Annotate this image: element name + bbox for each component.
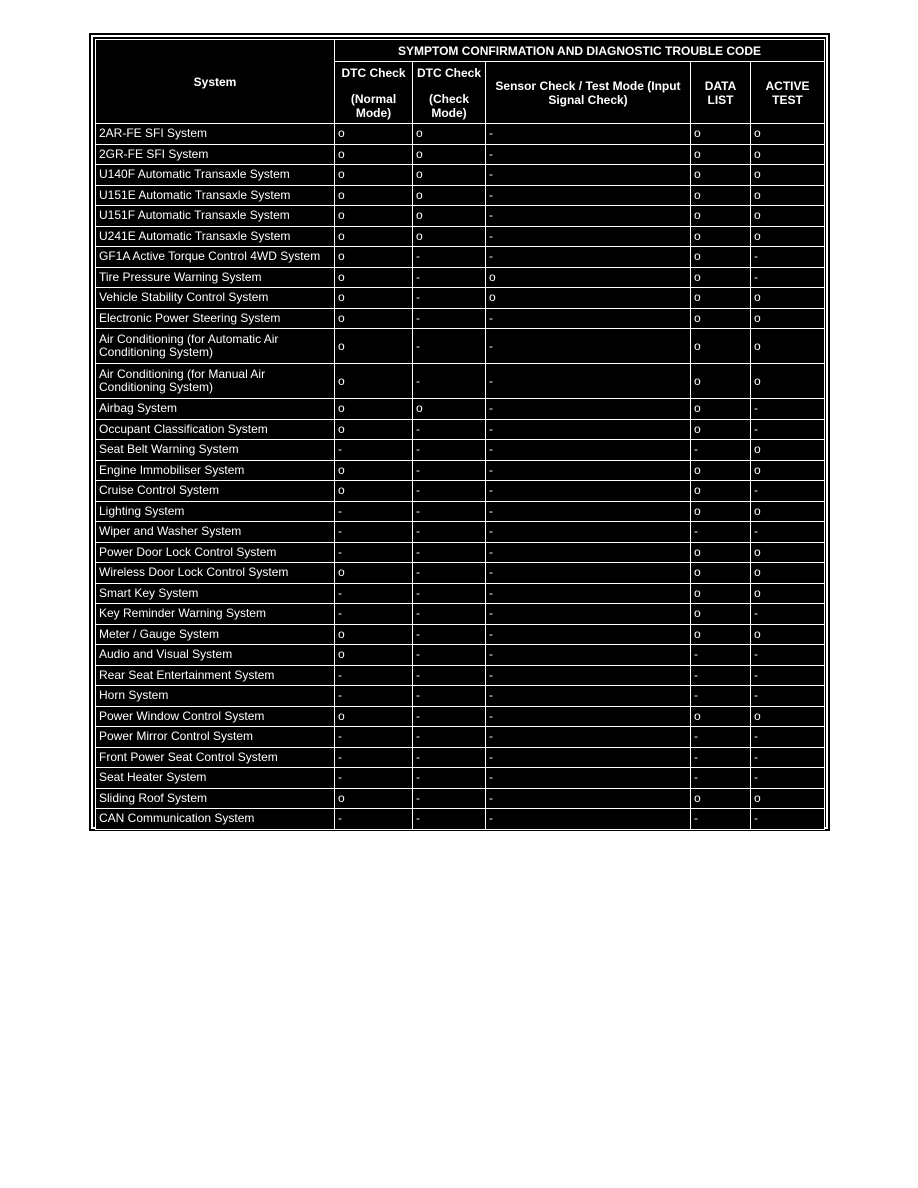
data-list-cell: - (691, 809, 751, 830)
table-body (96, 124, 825, 830)
table-row (96, 645, 825, 666)
system-cell: U151F Automatic Transaxle System (96, 206, 335, 227)
data-list-cell: o (691, 206, 751, 227)
table-row (96, 165, 825, 186)
dtc-normal-cell: o (335, 563, 413, 584)
system-cell: Air Conditioning (for Manual Air Conditioning System) (96, 364, 335, 399)
data-list-cell: o (691, 542, 751, 563)
system-cell: Airbag System (96, 399, 335, 420)
dtc-check-cell: - (413, 727, 486, 748)
system-cell: Electronic Power Steering System (96, 308, 335, 329)
data-list-cell: o (691, 226, 751, 247)
active-test-cell: - (751, 727, 825, 748)
active-test-cell: - (751, 747, 825, 768)
system-cell: Sliding Roof System (96, 788, 335, 809)
sensor-check-cell: - (486, 522, 691, 543)
table-row (96, 727, 825, 748)
active-test-cell: o (751, 788, 825, 809)
active-test-cell: o (751, 288, 825, 309)
system-cell: Vehicle Stability Control System (96, 288, 335, 309)
active-test-cell: o (751, 501, 825, 522)
active-test-cell: - (751, 686, 825, 707)
data-list-cell: o (691, 706, 751, 727)
sensor-check-cell: - (486, 604, 691, 625)
active-test-cell: - (751, 267, 825, 288)
active-test-cell: - (751, 399, 825, 420)
dtc-normal-cell: o (335, 399, 413, 420)
dtc-check-cell: - (413, 583, 486, 604)
dtc-normal-cell: o (335, 144, 413, 165)
data-list-cell: o (691, 460, 751, 481)
header-group: SYMPTOM CONFIRMATION AND DIAGNOSTIC TROUBLE CODE (335, 40, 825, 62)
sensor-check-cell: - (486, 165, 691, 186)
sensor-check-cell: - (486, 583, 691, 604)
dtc-check-cell: - (413, 604, 486, 625)
dtc-check-cell: - (413, 542, 486, 563)
sensor-check-cell: - (486, 706, 691, 727)
sensor-check-cell: - (486, 144, 691, 165)
dtc-normal-cell: - (335, 440, 413, 461)
dtc-normal-cell: o (335, 624, 413, 645)
sensor-check-cell: - (486, 645, 691, 666)
dtc-normal-cell: - (335, 522, 413, 543)
dtc-check-cell: o (413, 124, 486, 145)
dtc-normal-cell: - (335, 747, 413, 768)
sensor-check-cell: - (486, 440, 691, 461)
data-list-cell: o (691, 267, 751, 288)
sensor-check-cell: - (486, 364, 691, 399)
dtc-check-cell: - (413, 706, 486, 727)
dtc-check-cell: o (413, 206, 486, 227)
system-cell: Occupant Classification System (96, 419, 335, 440)
system-cell: Engine Immobiliser System (96, 460, 335, 481)
table-row (96, 267, 825, 288)
dtc-check-cell: - (413, 747, 486, 768)
data-list-cell: o (691, 308, 751, 329)
dtc-check-cell: - (413, 686, 486, 707)
active-test-cell: o (751, 308, 825, 329)
header-dtc-normal (335, 62, 413, 124)
system-cell: GF1A Active Torque Control 4WD System (96, 247, 335, 268)
table-row (96, 542, 825, 563)
table-row (96, 206, 825, 227)
table-row (96, 481, 825, 502)
system-cell: Wiper and Washer System (96, 522, 335, 543)
active-test-cell: - (751, 645, 825, 666)
dtc-check-cell: - (413, 645, 486, 666)
dtc-check-cell: - (413, 481, 486, 502)
table-row (96, 144, 825, 165)
dtc-check-cell: - (413, 501, 486, 522)
sensor-check-cell: - (486, 419, 691, 440)
sensor-check-cell: - (486, 206, 691, 227)
system-cell: Front Power Seat Control System (96, 747, 335, 768)
system-cell: Smart Key System (96, 583, 335, 604)
sensor-check-cell: - (486, 226, 691, 247)
active-test-cell: - (751, 768, 825, 789)
data-list-cell: o (691, 124, 751, 145)
sensor-check-cell: - (486, 329, 691, 364)
sensor-check-cell: o (486, 288, 691, 309)
dtc-normal-cell: o (335, 364, 413, 399)
table-row (96, 440, 825, 461)
dtc-normal-cell: o (335, 226, 413, 247)
active-test-cell: - (751, 522, 825, 543)
dtc-normal-cell: o (335, 124, 413, 145)
dtc-check-cell: o (413, 165, 486, 186)
sensor-check-cell: - (486, 768, 691, 789)
dtc-check-cell: - (413, 329, 486, 364)
table-row (96, 809, 825, 830)
dtc-normal-cell: o (335, 460, 413, 481)
table-row (96, 185, 825, 206)
table-row (96, 226, 825, 247)
table-row (96, 522, 825, 543)
header-dtc-normal-title: DTC Check (341, 65, 406, 80)
dtc-normal-cell: o (335, 308, 413, 329)
table-row (96, 768, 825, 789)
active-test-cell: o (751, 226, 825, 247)
dtc-normal-cell: - (335, 686, 413, 707)
active-test-cell: - (751, 604, 825, 625)
data-list-cell: - (691, 665, 751, 686)
active-test-cell: o (751, 542, 825, 563)
data-list-cell: o (691, 364, 751, 399)
sensor-check-cell: - (486, 308, 691, 329)
header-dtc-normal-sub: (Normal Mode) (350, 91, 397, 120)
system-cell: Rear Seat Entertainment System (96, 665, 335, 686)
system-cell: 2AR-FE SFI System (96, 124, 335, 145)
dtc-check-cell: - (413, 768, 486, 789)
sensor-check-cell: - (486, 563, 691, 584)
data-list-cell: o (691, 583, 751, 604)
active-test-cell: o (751, 206, 825, 227)
table-row (96, 501, 825, 522)
active-test-cell: o (751, 706, 825, 727)
system-cell: Air Conditioning (for Automatic Air Conditioning System) (96, 329, 335, 364)
dtc-normal-cell: o (335, 247, 413, 268)
system-cell: Horn System (96, 686, 335, 707)
system-cell: U241E Automatic Transaxle System (96, 226, 335, 247)
dtc-normal-cell: - (335, 665, 413, 686)
dtc-normal-cell: - (335, 604, 413, 625)
data-list-cell: o (691, 501, 751, 522)
table-row (96, 460, 825, 481)
dtc-normal-cell: - (335, 768, 413, 789)
dtc-normal-cell: o (335, 185, 413, 206)
sensor-check-cell: - (486, 788, 691, 809)
active-test-cell: o (751, 624, 825, 645)
table-row (96, 329, 825, 364)
system-cell: Seat Heater System (96, 768, 335, 789)
data-list-cell: o (691, 419, 751, 440)
active-test-cell: - (751, 481, 825, 502)
data-list-cell: o (691, 185, 751, 206)
sensor-check-cell: - (486, 185, 691, 206)
data-list-cell: - (691, 522, 751, 543)
dtc-normal-cell: - (335, 809, 413, 830)
active-test-cell: o (751, 124, 825, 145)
table-row (96, 399, 825, 420)
table-row (96, 583, 825, 604)
sensor-check-cell: - (486, 727, 691, 748)
dtc-normal-cell: o (335, 288, 413, 309)
active-test-cell: o (751, 329, 825, 364)
dtc-normal-cell: o (335, 788, 413, 809)
dtc-check-cell: - (413, 809, 486, 830)
data-list-cell: - (691, 747, 751, 768)
table-row (96, 364, 825, 399)
table-row (96, 747, 825, 768)
active-test-cell: o (751, 185, 825, 206)
data-list-cell: o (691, 624, 751, 645)
active-test-cell: o (751, 563, 825, 584)
sensor-check-cell: - (486, 542, 691, 563)
table-row (96, 124, 825, 145)
dtc-check-cell: - (413, 308, 486, 329)
dtc-check-cell: - (413, 364, 486, 399)
system-cell: Key Reminder Warning System (96, 604, 335, 625)
dtc-normal-cell: o (335, 706, 413, 727)
data-list-cell: o (691, 247, 751, 268)
active-test-cell: - (751, 665, 825, 686)
system-cell: U151E Automatic Transaxle System (96, 185, 335, 206)
system-cell: Power Window Control System (96, 706, 335, 727)
dtc-normal-cell: o (335, 267, 413, 288)
sensor-check-cell: - (486, 247, 691, 268)
dtc-check-cell: - (413, 247, 486, 268)
diagnostic-table (95, 39, 825, 830)
dtc-check-cell: - (413, 522, 486, 543)
data-list-cell: - (691, 768, 751, 789)
diagnostic-table-frame (89, 33, 830, 831)
active-test-cell: o (751, 440, 825, 461)
header-active-test: ACTIVE TEST (751, 62, 825, 124)
data-list-cell: - (691, 686, 751, 707)
sensor-check-cell: - (486, 809, 691, 830)
data-list-cell: o (691, 604, 751, 625)
data-list-cell: o (691, 329, 751, 364)
dtc-normal-cell: o (335, 165, 413, 186)
data-list-cell: - (691, 440, 751, 461)
active-test-cell: o (751, 583, 825, 604)
system-cell: 2GR-FE SFI System (96, 144, 335, 165)
sensor-check-cell: - (486, 124, 691, 145)
table-row (96, 247, 825, 268)
table-row (96, 419, 825, 440)
dtc-normal-cell: o (335, 206, 413, 227)
dtc-check-cell: - (413, 267, 486, 288)
table-row (96, 665, 825, 686)
data-list-cell: o (691, 165, 751, 186)
dtc-check-cell: - (413, 788, 486, 809)
dtc-check-cell: - (413, 440, 486, 461)
dtc-normal-cell: - (335, 501, 413, 522)
header-sensor-check: Sensor Check / Test Mode (Input Signal Check) (486, 62, 691, 124)
header-dtc-check (413, 62, 486, 124)
data-list-cell: o (691, 288, 751, 309)
active-test-cell: o (751, 144, 825, 165)
dtc-check-cell: - (413, 665, 486, 686)
table-row (96, 706, 825, 727)
dtc-check-cell: - (413, 288, 486, 309)
dtc-normal-cell: - (335, 583, 413, 604)
active-test-cell: - (751, 809, 825, 830)
system-cell: Wireless Door Lock Control System (96, 563, 335, 584)
table-row (96, 624, 825, 645)
sensor-check-cell: - (486, 501, 691, 522)
table-row (96, 604, 825, 625)
sensor-check-cell: - (486, 665, 691, 686)
system-cell: CAN Communication System (96, 809, 335, 830)
dtc-normal-cell: - (335, 727, 413, 748)
sensor-check-cell: - (486, 399, 691, 420)
system-cell: Tire Pressure Warning System (96, 267, 335, 288)
system-cell: Meter / Gauge System (96, 624, 335, 645)
dtc-normal-cell: o (335, 481, 413, 502)
table-row (96, 288, 825, 309)
table-row (96, 686, 825, 707)
dtc-check-cell: - (413, 419, 486, 440)
dtc-normal-cell: o (335, 419, 413, 440)
system-cell: Power Door Lock Control System (96, 542, 335, 563)
sensor-check-cell: o (486, 267, 691, 288)
dtc-check-cell: o (413, 226, 486, 247)
sensor-check-cell: - (486, 460, 691, 481)
sensor-check-cell: - (486, 624, 691, 645)
data-list-cell: - (691, 645, 751, 666)
dtc-check-cell: o (413, 144, 486, 165)
dtc-check-cell: - (413, 624, 486, 645)
data-list-cell: o (691, 563, 751, 584)
active-test-cell: - (751, 247, 825, 268)
dtc-normal-cell: - (335, 542, 413, 563)
sensor-check-cell: - (486, 481, 691, 502)
system-cell: Cruise Control System (96, 481, 335, 502)
system-cell: Power Mirror Control System (96, 727, 335, 748)
dtc-check-cell: o (413, 185, 486, 206)
dtc-check-cell: - (413, 563, 486, 584)
data-list-cell: - (691, 727, 751, 748)
header-data-list: DATA LIST (691, 62, 751, 124)
data-list-cell: o (691, 788, 751, 809)
active-test-cell: o (751, 364, 825, 399)
active-test-cell: o (751, 165, 825, 186)
diagnostic-table-border (91, 35, 828, 829)
table-row (96, 788, 825, 809)
header-system: System (96, 40, 335, 124)
active-test-cell: o (751, 460, 825, 481)
sensor-check-cell: - (486, 747, 691, 768)
data-list-cell: o (691, 144, 751, 165)
header-dtc-check-title: DTC Check (416, 65, 481, 80)
system-cell: Lighting System (96, 501, 335, 522)
header-dtc-check-sub: (Check Mode) (428, 91, 469, 120)
dtc-check-cell: - (413, 460, 486, 481)
active-test-cell: - (751, 419, 825, 440)
system-cell: Seat Belt Warning System (96, 440, 335, 461)
system-cell: U140F Automatic Transaxle System (96, 165, 335, 186)
dtc-normal-cell: o (335, 329, 413, 364)
sensor-check-cell: - (486, 686, 691, 707)
data-list-cell: o (691, 399, 751, 420)
table-row (96, 563, 825, 584)
system-cell: Audio and Visual System (96, 645, 335, 666)
data-list-cell: o (691, 481, 751, 502)
dtc-check-cell: o (413, 399, 486, 420)
table-row (96, 308, 825, 329)
dtc-normal-cell: o (335, 645, 413, 666)
